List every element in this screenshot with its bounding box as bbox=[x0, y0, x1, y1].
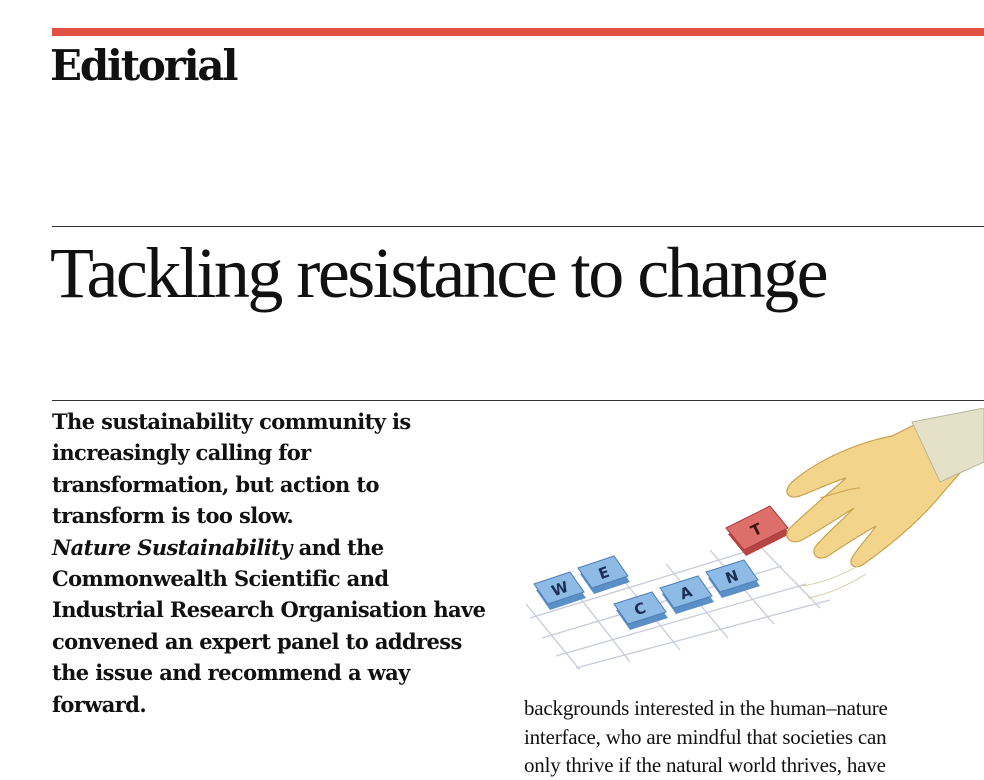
journal-name: Nature Sustainability bbox=[52, 534, 292, 560]
body-line: only thrive if the natural world thrives, have bbox=[524, 753, 886, 777]
tile-letter: E bbox=[596, 562, 612, 584]
tile-letter: A bbox=[677, 582, 695, 604]
tile-letter: T bbox=[747, 519, 765, 541]
body-line: backgrounds interested in the human–nature bbox=[524, 696, 888, 720]
tile-t bbox=[726, 506, 790, 556]
divider bbox=[52, 400, 984, 401]
illustration-word-tiles bbox=[520, 408, 984, 670]
body-line: interface, who are mindful that societies can bbox=[524, 724, 887, 749]
standfirst-continuation: and the Commonwealth Scientific and Industrial Research Organisation have convened an expert panel to address the issue and recommend a way forward. bbox=[52, 534, 486, 717]
divider bbox=[52, 226, 984, 227]
standfirst bbox=[52, 406, 492, 720]
tile-w bbox=[534, 572, 586, 610]
standfirst-intro: The sustainability community is increasingly calling for transformation, but action to transform is too slow. bbox=[52, 409, 411, 529]
body-text bbox=[524, 694, 984, 780]
section-label: Editorial bbox=[50, 41, 237, 90]
article-title: Tackling resistance to change bbox=[50, 233, 827, 313]
tile-n bbox=[706, 560, 760, 598]
accent-bar bbox=[52, 28, 984, 36]
tile-letter: C bbox=[631, 598, 649, 620]
tile-a bbox=[660, 576, 714, 614]
tile-e bbox=[578, 556, 630, 594]
tile-letter: W bbox=[549, 577, 571, 601]
tile-letter: N bbox=[723, 566, 741, 588]
hand bbox=[787, 408, 984, 598]
